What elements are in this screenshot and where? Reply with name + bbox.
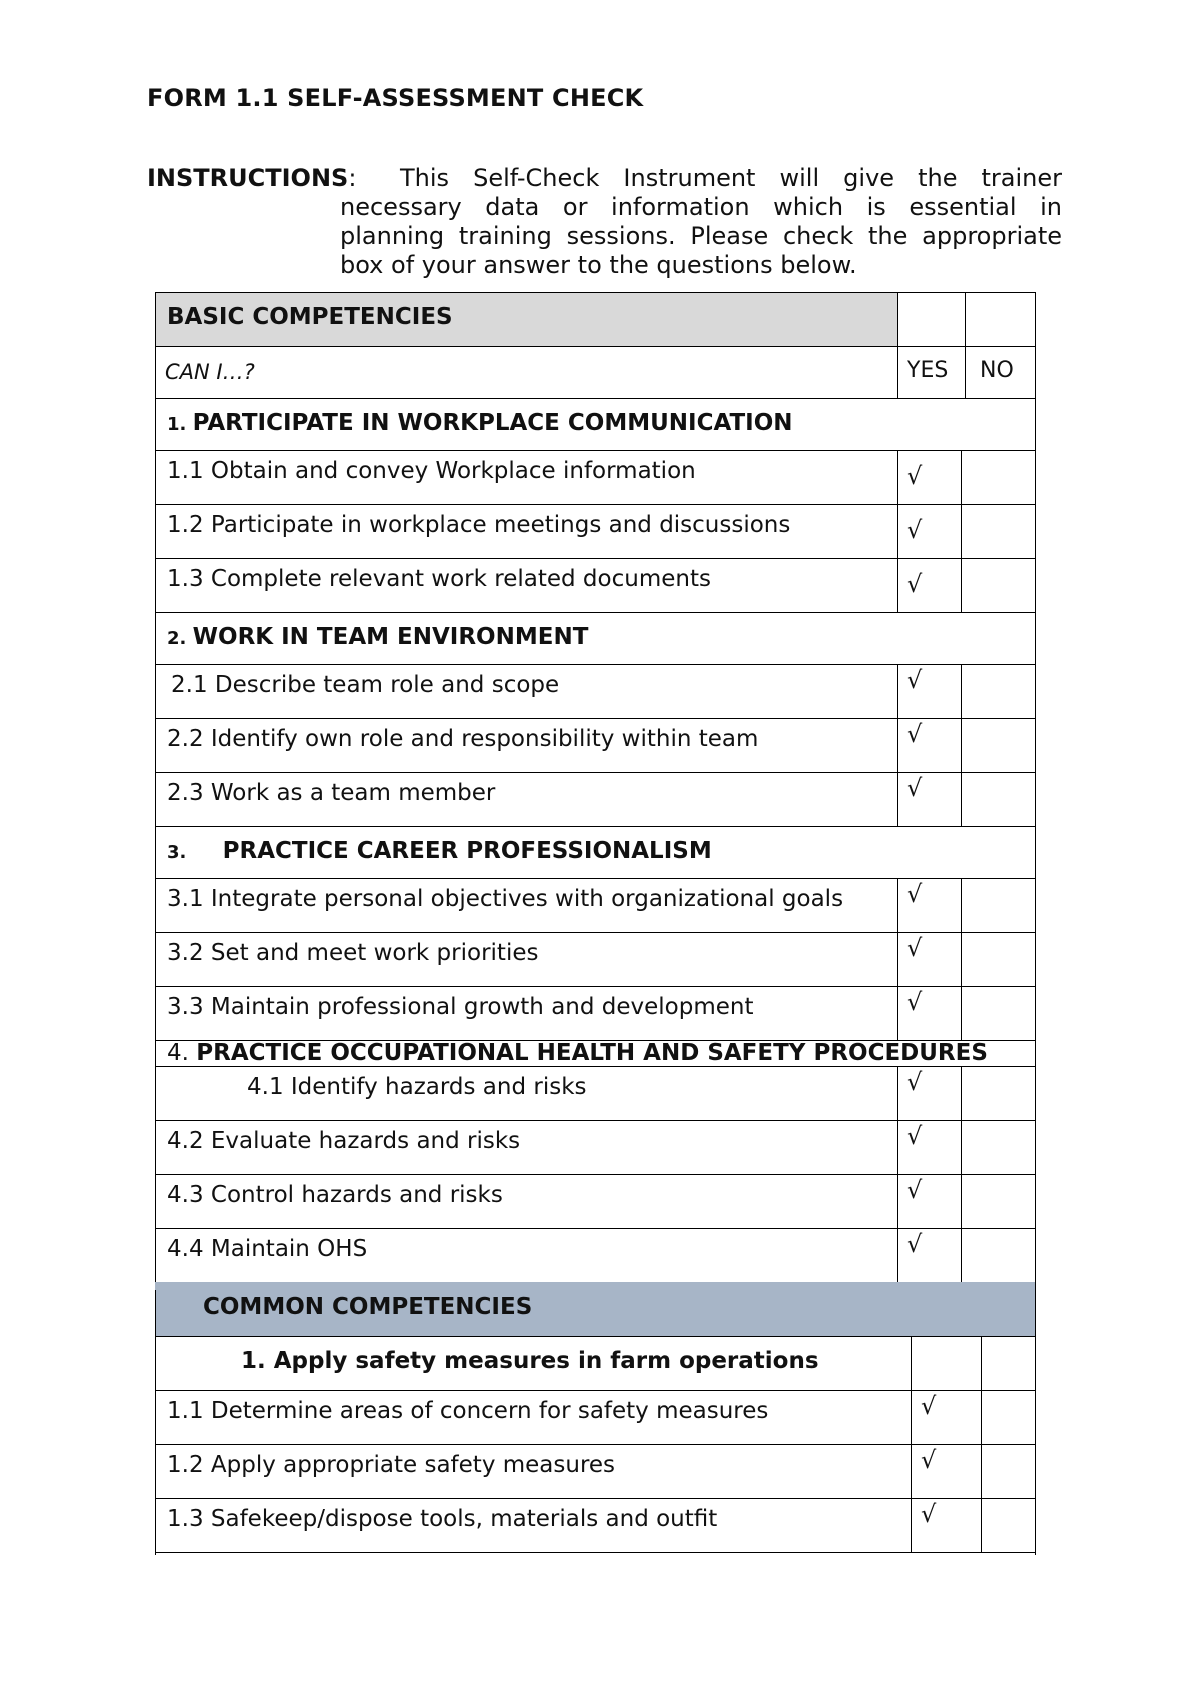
yes-checkbox-checked[interactable]: √ xyxy=(907,462,923,490)
table-rule xyxy=(155,1120,1035,1121)
section-title: WORK IN TEAM ENVIRONMENT xyxy=(192,624,589,650)
no-checkbox[interactable] xyxy=(963,1068,1033,1118)
yes-checkbox-checked[interactable]: √ xyxy=(907,516,923,544)
table-rule xyxy=(897,1120,898,1174)
table-rule xyxy=(1035,1290,1036,1552)
no-checkbox[interactable] xyxy=(983,1500,1033,1550)
table-rule xyxy=(155,772,1035,773)
competency-item xyxy=(167,780,495,806)
table-rule xyxy=(897,718,898,772)
item-number: 4.4 xyxy=(167,1236,211,1262)
competency-item xyxy=(167,1398,768,1424)
table-rule xyxy=(155,1498,1035,1499)
competency-item xyxy=(167,726,758,752)
item-text: Maintain professional growth and development xyxy=(210,994,754,1020)
yes-checkbox-checked[interactable]: √ xyxy=(907,934,923,962)
item-text: Set and meet work priorities xyxy=(210,940,539,966)
basic-competencies-title: BASIC COMPETENCIES xyxy=(167,304,453,330)
item-number: 4.1 xyxy=(247,1074,291,1100)
instructions-text: necessary data or information which is essential in planning training sessions. Please check the appropriate box of your answer to the questions below. xyxy=(340,193,1062,279)
table-rule xyxy=(911,1444,912,1498)
no-checkbox[interactable] xyxy=(963,774,1033,824)
section-career-professionalism xyxy=(167,838,712,864)
table-rule xyxy=(897,664,898,718)
competency-item xyxy=(167,1182,503,1208)
item-text: Describe team role and scope xyxy=(214,672,560,698)
item-text: Safekeep/dispose tools, materials and outfit xyxy=(210,1506,718,1532)
item-text: Obtain and convey Workplace information xyxy=(210,458,696,484)
section-number: 3. xyxy=(167,842,193,863)
table-rule xyxy=(897,1174,898,1228)
table-rule xyxy=(961,664,962,718)
item-text: Control hazards and risks xyxy=(210,1182,503,1208)
section-ohs-procedures xyxy=(167,1040,988,1066)
yes-checkbox-checked[interactable]: √ xyxy=(907,570,923,598)
table-rule xyxy=(155,504,1035,505)
yes-checkbox-checked[interactable]: √ xyxy=(907,774,923,802)
yes-checkbox-checked[interactable]: √ xyxy=(907,720,923,748)
yes-checkbox-checked[interactable]: √ xyxy=(921,1392,937,1420)
no-checkbox[interactable] xyxy=(963,560,1033,610)
competency-item xyxy=(167,1236,367,1262)
competency-item xyxy=(167,1128,520,1154)
competency-item xyxy=(167,1452,615,1478)
table-rule xyxy=(897,450,898,504)
item-number: 2.2 xyxy=(167,726,211,752)
no-checkbox[interactable] xyxy=(963,934,1033,984)
table-rule xyxy=(155,826,1035,827)
table-rule xyxy=(961,558,962,612)
no-checkbox[interactable] xyxy=(983,1446,1033,1496)
table-rule xyxy=(155,986,1035,987)
table-rule xyxy=(155,612,1035,613)
section-title: PRACTICE CAREER PROFESSIONALISM xyxy=(222,838,712,864)
table-rule xyxy=(155,1290,156,1552)
yes-checkbox-checked[interactable]: √ xyxy=(907,666,923,694)
table-rule xyxy=(155,558,1035,559)
table-rule xyxy=(897,1066,898,1120)
yes-checkbox-checked[interactable]: √ xyxy=(907,1176,923,1204)
item-number: 1.3 xyxy=(167,1506,211,1532)
item-text: Evaluate hazards and risks xyxy=(210,1128,521,1154)
item-text: Maintain OHS xyxy=(210,1236,368,1262)
table-rule xyxy=(981,1336,982,1390)
section-participate-communication xyxy=(167,410,793,436)
no-checkbox[interactable] xyxy=(963,1122,1033,1172)
table-rule xyxy=(961,772,962,826)
table-rule xyxy=(155,1228,1035,1229)
competency-item xyxy=(167,994,754,1020)
table-rule xyxy=(961,1174,962,1228)
section-number: 4. xyxy=(167,1040,197,1066)
item-number: 1.2 xyxy=(167,512,211,538)
competency-item xyxy=(167,940,538,966)
section-title: PARTICIPATE IN WORKPLACE COMMUNICATION xyxy=(192,410,793,436)
instructions-text-line1: This Self-Check Instrument will give the trainer xyxy=(400,164,1062,192)
table-rule xyxy=(897,292,898,398)
section-number: 1. xyxy=(167,414,193,435)
form-title: FORM 1.1 SELF-ASSESSMENT CHECK xyxy=(147,84,644,112)
table-rule xyxy=(155,664,1035,665)
table-rule xyxy=(981,1498,982,1552)
table-rule xyxy=(155,346,1035,347)
instructions-label: INSTRUCTIONS: xyxy=(147,164,357,192)
table-rule xyxy=(981,1390,982,1444)
no-checkbox[interactable] xyxy=(963,880,1033,930)
item-text: Apply appropriate safety measures xyxy=(210,1452,616,1478)
item-number: 1.3 xyxy=(167,566,211,592)
competency-item xyxy=(167,566,711,592)
table-rule xyxy=(155,450,1035,451)
no-checkbox[interactable] xyxy=(963,720,1033,770)
table-rule xyxy=(981,1444,982,1498)
table-rule xyxy=(897,878,898,932)
table-rule xyxy=(961,878,962,932)
table-rule xyxy=(155,398,1035,399)
item-number: 4.3 xyxy=(167,1182,211,1208)
yes-checkbox-checked[interactable]: √ xyxy=(907,880,923,908)
item-number: 3.3 xyxy=(167,994,211,1020)
section-work-team xyxy=(167,624,588,650)
table-rule xyxy=(155,1174,1035,1175)
item-text: Identify hazards and risks xyxy=(290,1074,587,1100)
item-number: 2.1 xyxy=(171,672,215,698)
table-rule xyxy=(155,1390,1035,1391)
table-rule xyxy=(897,558,898,612)
yes-checkbox-checked[interactable]: √ xyxy=(921,1500,937,1528)
no-checkbox[interactable] xyxy=(963,1176,1033,1226)
section-title: PRACTICE OCCUPATIONAL HEALTH AND SAFETY PROCEDURES xyxy=(196,1040,988,1066)
table-rule xyxy=(897,986,898,1040)
no-column-header: NO xyxy=(980,358,1014,383)
table-rule xyxy=(897,772,898,826)
table-rule xyxy=(897,504,898,558)
item-number: 1.1 xyxy=(167,458,211,484)
yes-checkbox-checked[interactable]: √ xyxy=(907,1230,923,1258)
table-rule xyxy=(911,1336,912,1390)
table-rule xyxy=(961,1120,962,1174)
yes-checkbox-checked[interactable]: √ xyxy=(907,1068,923,1096)
no-checkbox[interactable] xyxy=(963,666,1033,716)
table-rule xyxy=(155,1066,1035,1067)
common-competencies-title: COMMON COMPETENCIES xyxy=(203,1294,533,1320)
item-number: 3.1 xyxy=(167,886,211,912)
item-number: 3.2 xyxy=(167,940,211,966)
yes-checkbox-checked[interactable]: √ xyxy=(907,988,923,1016)
competency-item xyxy=(167,886,843,912)
yes-checkbox-checked[interactable]: √ xyxy=(907,1122,923,1150)
yes-column-header: YES xyxy=(907,358,949,383)
table-rule xyxy=(155,292,1035,293)
no-checkbox[interactable] xyxy=(963,452,1033,502)
can-i-label: CAN I…? xyxy=(165,360,255,384)
item-number: 1.1 xyxy=(167,1398,211,1424)
table-rule xyxy=(961,718,962,772)
item-number: 1.2 xyxy=(167,1452,211,1478)
item-number: 2.3 xyxy=(167,780,211,806)
competency-item xyxy=(167,512,790,538)
table-rule xyxy=(961,450,962,504)
table-rule xyxy=(961,1066,962,1120)
item-text: Work as a team member xyxy=(210,780,496,806)
item-text: Identify own role and responsibility within team xyxy=(210,726,759,752)
table-rule xyxy=(961,932,962,986)
table-rule xyxy=(961,504,962,558)
item-text: Complete relevant work related documents xyxy=(210,566,711,592)
item-number: 4.2 xyxy=(167,1128,211,1154)
competency-item xyxy=(167,458,696,484)
table-rule xyxy=(897,1228,898,1282)
yes-checkbox-checked[interactable]: √ xyxy=(921,1446,937,1474)
no-checkbox[interactable] xyxy=(963,1230,1033,1280)
table-rule xyxy=(961,986,962,1040)
common-section-title: 1. Apply safety measures in farm operations xyxy=(241,1348,819,1374)
table-rule xyxy=(155,932,1035,933)
item-text: Integrate personal objectives with organizational goals xyxy=(210,886,844,912)
table-rule xyxy=(155,878,1035,879)
table-rule xyxy=(155,718,1035,719)
table-rule xyxy=(965,292,966,398)
table-rule xyxy=(961,1228,962,1282)
table-rule xyxy=(155,1444,1035,1445)
table-rule xyxy=(155,1552,1035,1553)
item-text: Participate in workplace meetings and discussions xyxy=(210,512,791,538)
no-checkbox[interactable] xyxy=(963,988,1033,1038)
item-text: Determine areas of concern for safety measures xyxy=(210,1398,769,1424)
table-rule xyxy=(155,1336,1035,1337)
competency-item xyxy=(167,1506,717,1532)
table-rule xyxy=(911,1498,912,1552)
competency-item xyxy=(171,672,559,698)
no-checkbox[interactable] xyxy=(983,1392,1033,1442)
table-rule xyxy=(911,1390,912,1444)
competency-item xyxy=(247,1074,587,1100)
section-number: 2. xyxy=(167,628,193,649)
table-rule xyxy=(897,932,898,986)
no-checkbox[interactable] xyxy=(963,506,1033,556)
